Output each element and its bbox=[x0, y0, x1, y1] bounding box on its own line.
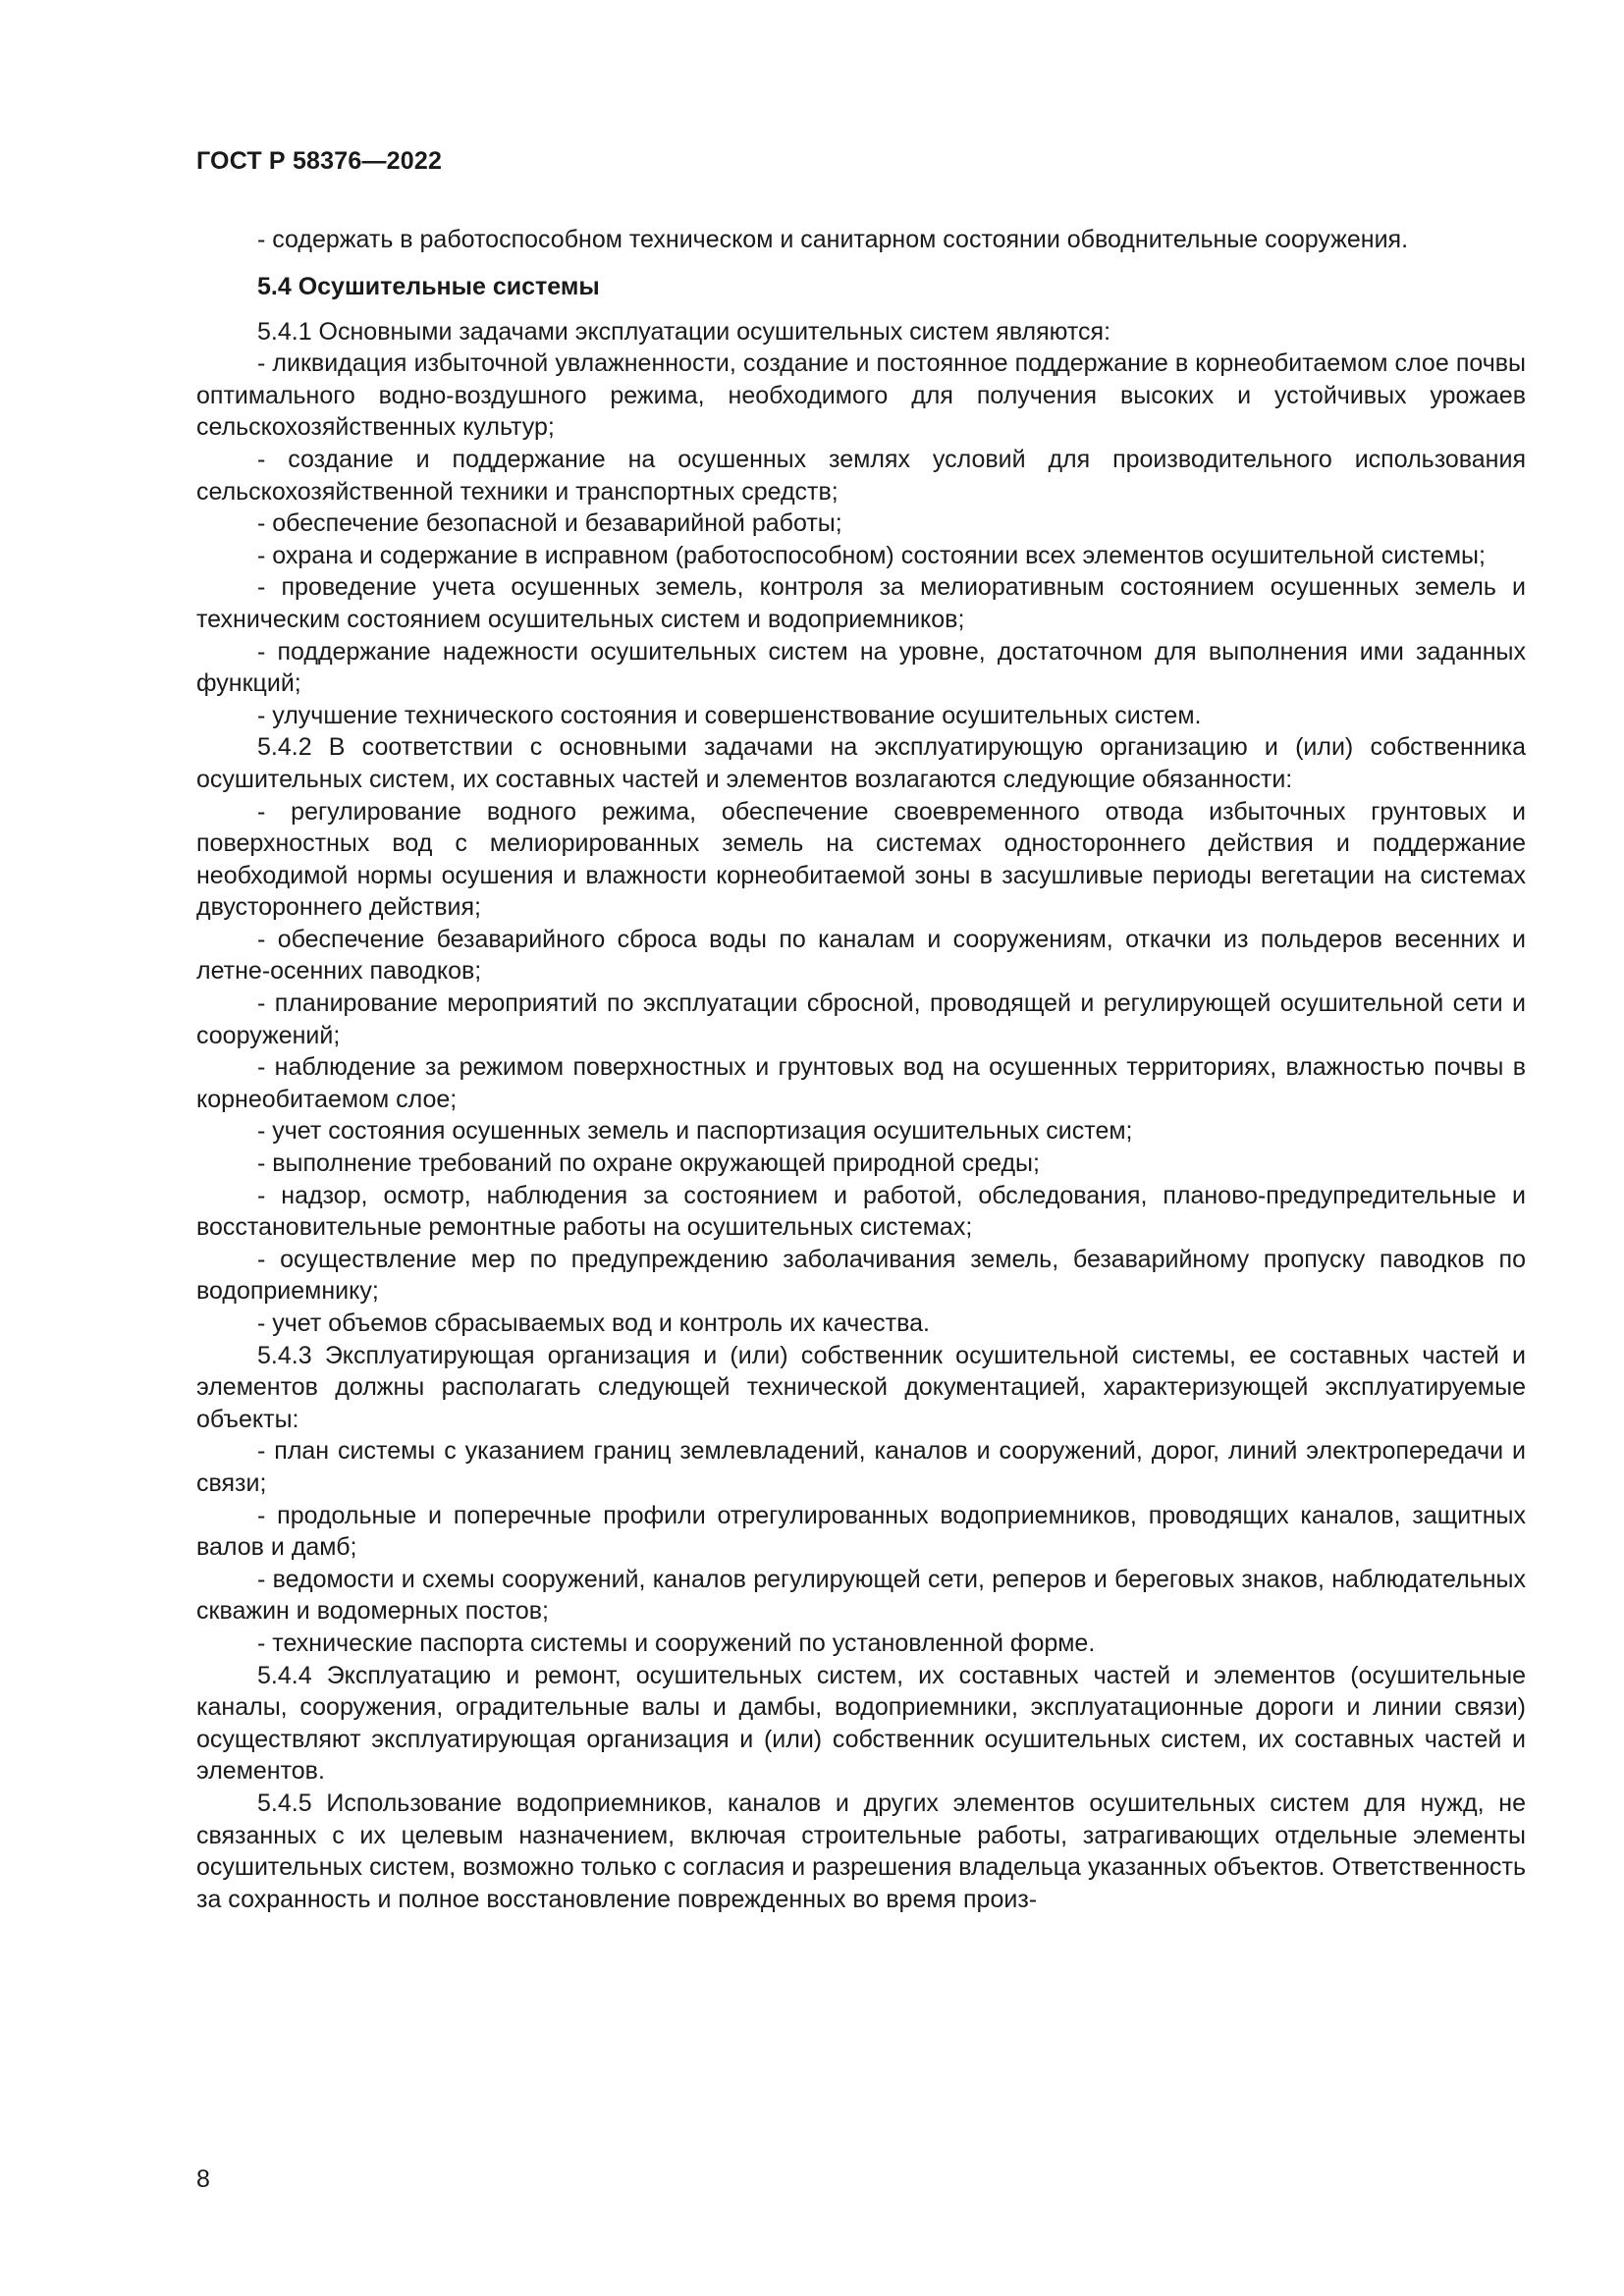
list-item: - осуществление мер по предупреждению заболачивания земель, безаварийному пропуску паводков по водоприемнику; bbox=[196, 1245, 1526, 1306]
list-item: - выполнение требований по охране окружающей природной среды; bbox=[257, 1149, 1040, 1178]
list-item: - учет объемов сбрасываемых вод и контроль их качества. bbox=[257, 1309, 930, 1337]
list-item: - охрана и содержание в исправном (работоспособном) состоянии всех элементов осушительной системы; bbox=[257, 541, 1486, 569]
paragraph: - содержать в работоспособном техническом и санитарном состоянии обводнительные сооружения. bbox=[257, 226, 1409, 253]
paragraph: 5.4.4 Эксплуатацию и ремонт, осушительных систем, их составных частей и элементов (осушительные каналы, сооружения, оградительные валы и дамбы, водоприемники, эксплуатационные дороги и линии связи) осуществляют эксплуатирующая организация и (или) собственник осушительных систем, их составных частей и элементов. bbox=[196, 1661, 1526, 1786]
section-title: 5.4 Осушительные системы bbox=[257, 272, 600, 300]
list-item: - обеспечение безаварийного сброса воды по каналам и сооружениям, откачки из польдеров весенних и летне-осенних паводков; bbox=[196, 925, 1526, 986]
list-item: - поддержание надежности осушительных систем на уровне, достаточном для выполнения ими заданных функций; bbox=[196, 637, 1526, 698]
list-item: - планирование мероприятий по эксплуатации сбросной, проводящей и регулирующей осушительной сети и сооружений; bbox=[196, 989, 1526, 1049]
page-number: 8 bbox=[196, 2165, 210, 2193]
list-item: - проведение учета осушенных земель, контроля за мелиоративным состоянием осушенных земель и техническим состоянием осушительных систем и водоприемников; bbox=[196, 573, 1526, 633]
list-item: - технические паспорта системы и сооружений по установленной форме. bbox=[257, 1629, 1096, 1657]
list-item: - улучшение технического состояния и совершенствование осушительных систем. bbox=[257, 701, 1202, 729]
list-item: - создание и поддержание на осушенных землях условий для производительного использования сельскохозяйственной техники и транспортных средств; bbox=[196, 445, 1526, 506]
paragraph: 5.4.2 В соответствии с основными задачами на эксплуатирующую организацию и (или) собственника осушительных систем, их составных частей и элементов возлагаются следующие обязанности: bbox=[196, 733, 1526, 793]
list-item: - план системы с указанием границ землевладений, каналов и сооружений, дорог, линий электропередачи и связи; bbox=[196, 1437, 1526, 1497]
paragraph: 5.4.5 Использование водоприемников, каналов и других элементов осушительных систем для нужд, не связанных с их целевым назначением, включая строительные работы, затрагивающих отдельные элементы осушительных систем, возможно только с согласия и разрешения владельца указанных объектов. Ответственность за сохранность и полное восстановление поврежденных во время произ- bbox=[196, 1789, 1526, 1913]
list-item: - обеспечение безопасной и безаварийной работы; bbox=[257, 509, 842, 538]
list-item: - ведомости и схемы сооружений, каналов регулирующей сети, реперов и береговых знаков, наблюдательных скважин и водомерных постов; bbox=[196, 1565, 1526, 1626]
list-item: - регулирование водного режима, обеспечение своевременного отвода избыточных грунтовых и поверхностных вод с мелиорированных земель на системах одностороннего действия и поддержание необходимой нормы осушения и влажности корнеобитаемой зоны в засушливые периоды вегетации на системах двустороннего действия; bbox=[196, 797, 1526, 922]
paragraph: 5.4.3 Эксплуатирующая организация и (или) собственник осушительной системы, ее составных частей и элементов должны располагать следующей технической документацией, характеризующей эксплуатируемые объекты: bbox=[196, 1341, 1526, 1433]
list-item: - ликвидация избыточной увлажненности, создание и постоянное поддержание в корнеобитаемом слое почвы оптимального водно-воздушного режима, необходимого для получения высоких и устойчивых урожаев сельскохозяйственных культур; bbox=[196, 349, 1526, 442]
list-item: - продольные и поперечные профили отрегулированных водоприемников, проводящих каналов, защитных валов и дамб; bbox=[196, 1501, 1526, 1562]
list-item: - учет состояния осушенных земель и паспортизация осушительных систем; bbox=[257, 1117, 1133, 1146]
list-item: - наблюдение за режимом поверхностных и грунтовых вод на осушенных территориях, влажностью почвы в корнеобитаемом слое; bbox=[196, 1053, 1526, 1113]
paragraph: 5.4.1 Основными задачами эксплуатации осушительных систем являются: bbox=[257, 317, 1111, 346]
list-item: - надзор, осмотр, наблюдения за состоянием и работой, обследования, планово-предупредительные и восстановительные ремонтные работы на осушительных системах; bbox=[196, 1181, 1526, 1242]
document-header: ГОСТ Р 58376—2022 bbox=[196, 147, 443, 175]
page-body bbox=[196, 224, 1526, 1915]
